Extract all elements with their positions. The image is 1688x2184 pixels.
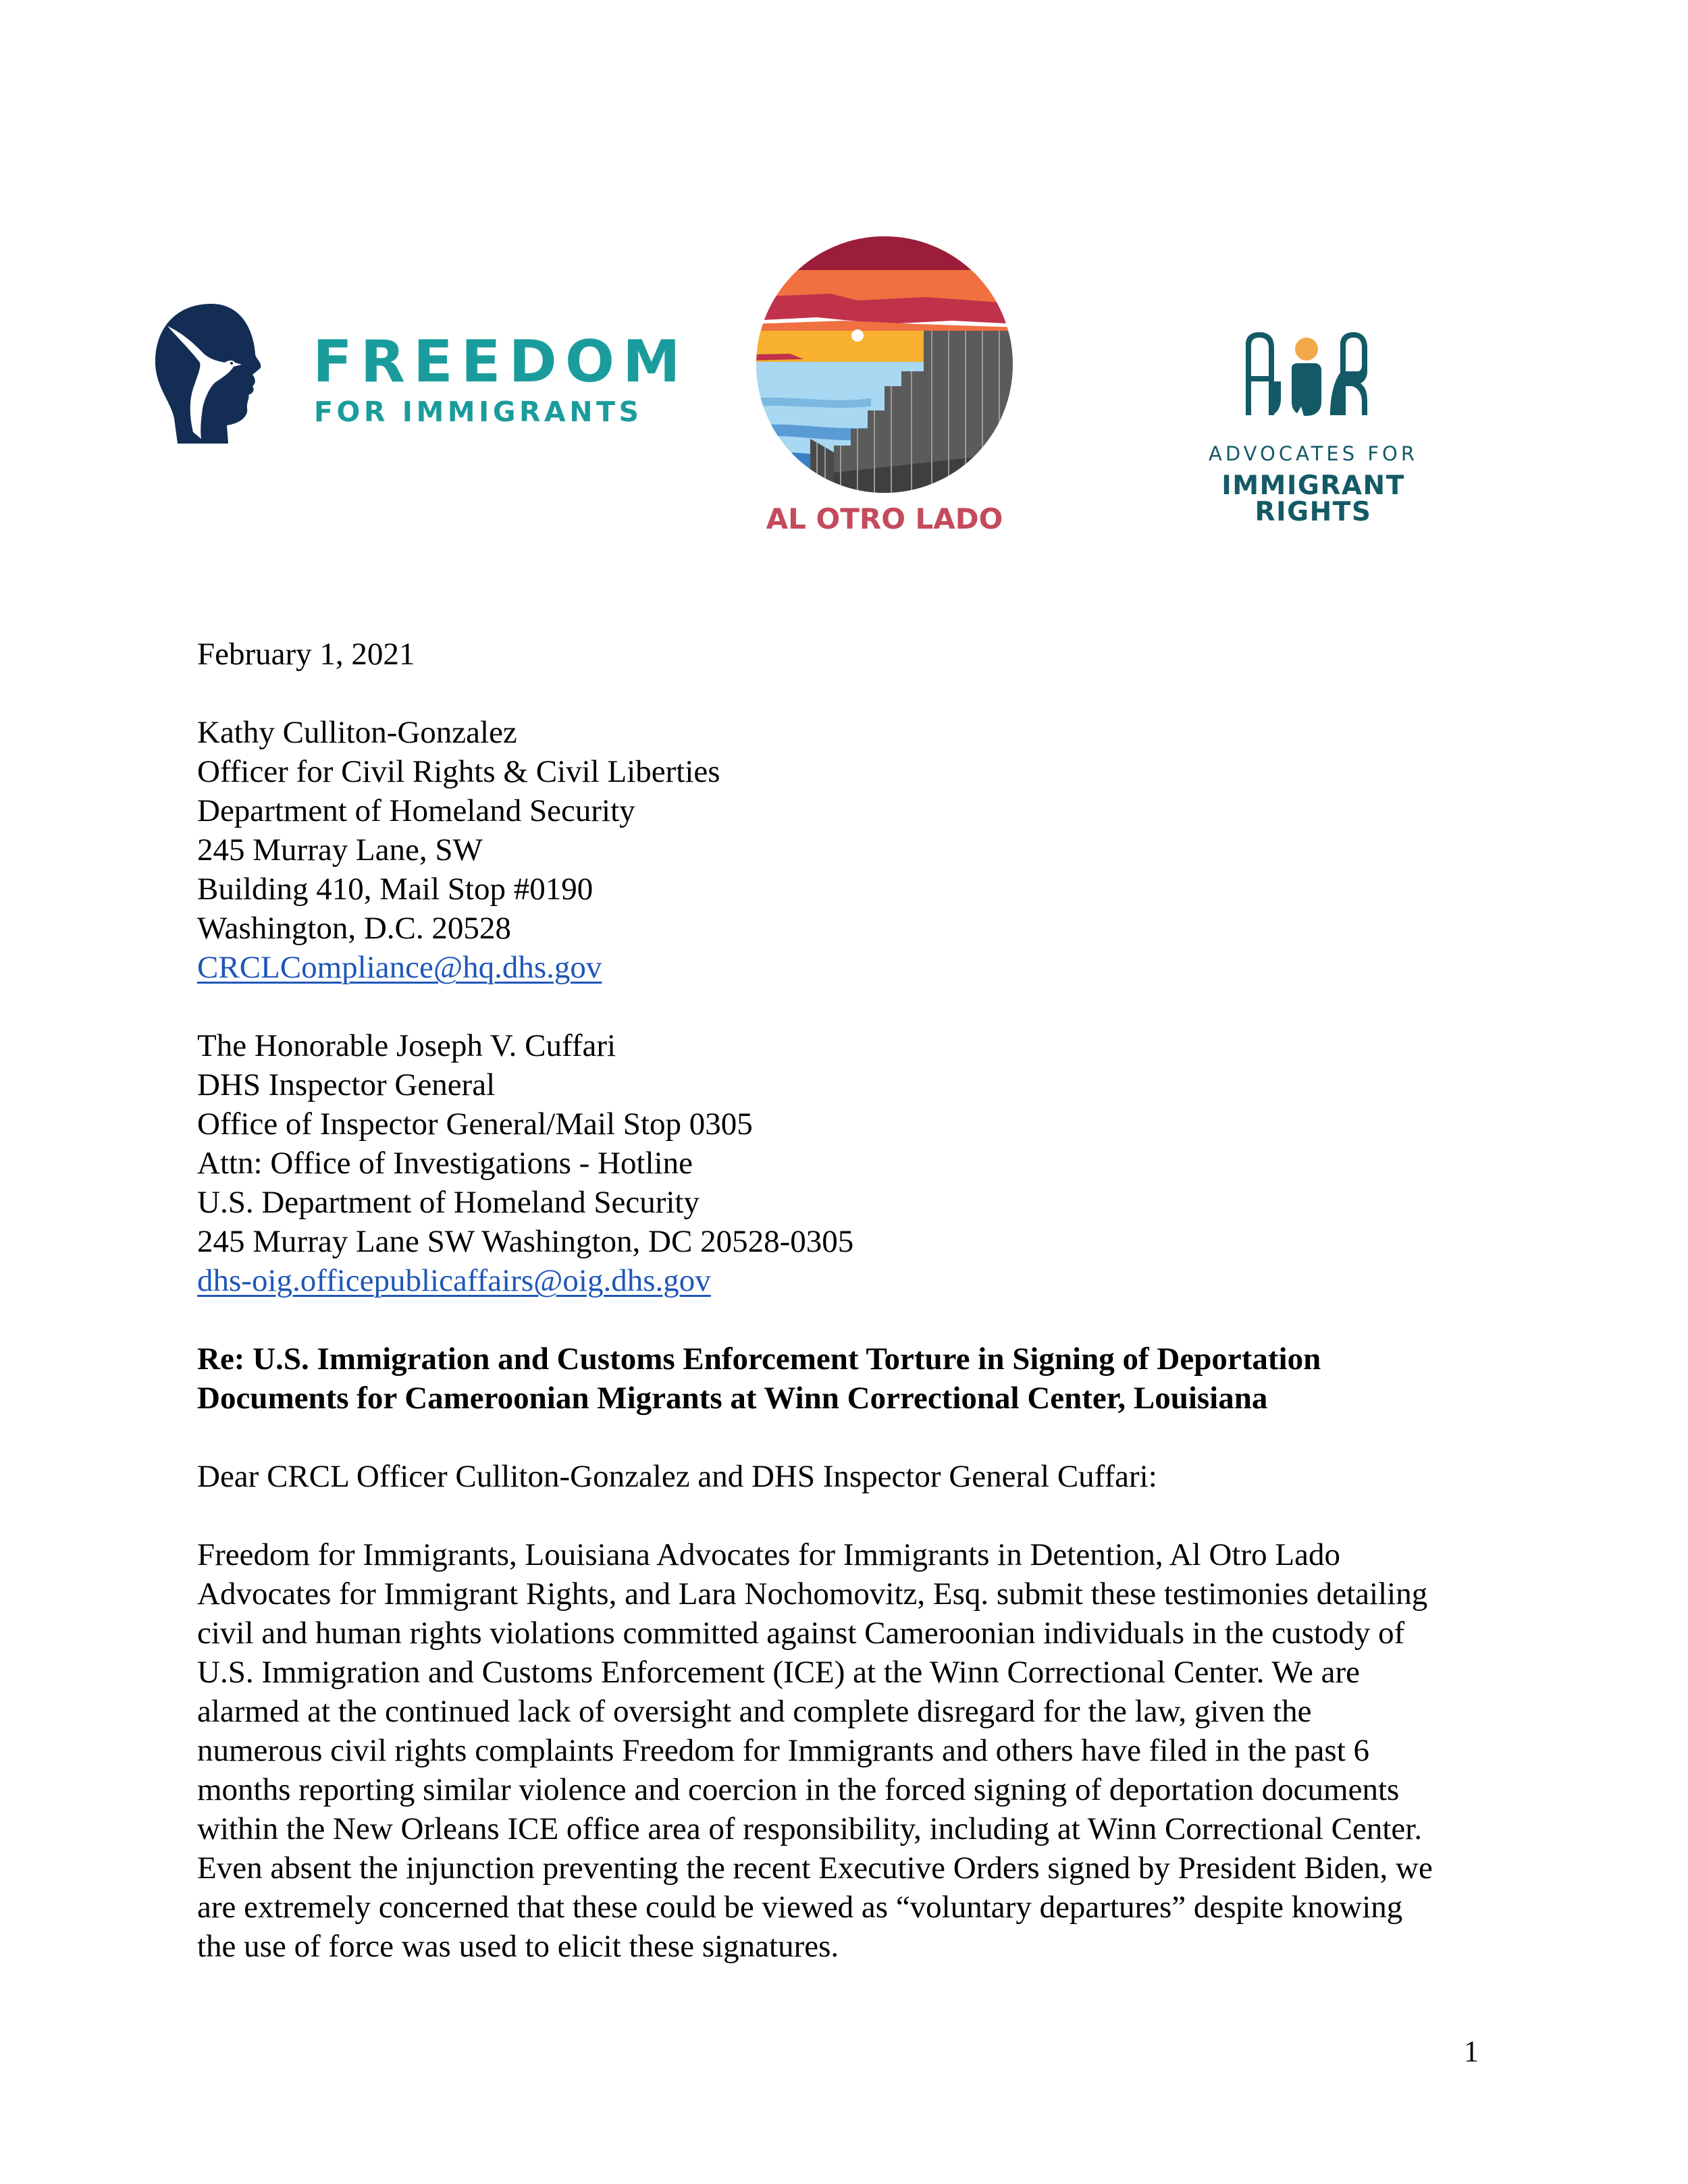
- logo-immigrant-rights-text: IMMIGRANT RIGHTS: [1221, 471, 1405, 527]
- recipient-line: Building 410, Mail Stop #0190: [197, 872, 594, 907]
- recipient-line: The Honorable Joseph V. Cuffari: [197, 1028, 616, 1063]
- recipient-line: DHS Inspector General: [197, 1067, 496, 1102]
- paragraph-line: alarmed at the continued lack of oversight and complete disregard for the law, given the: [197, 1694, 1312, 1729]
- paragraph-line: the use of force was used to elicit these signatures.: [197, 1929, 839, 1964]
- paragraph-line: Freedom for Immigrants, Louisiana Advocates for Immigrants in Detention, Al Otro Lado: [197, 1537, 1340, 1572]
- subject-text: Re: U.S. Immigration and Customs Enforcement Torture in Signing of Deportation: [197, 1341, 1321, 1377]
- paragraph-line: numerous civil rights complaints Freedom for Immigrants and others have filed in the past 6: [197, 1733, 1370, 1768]
- recipient-line: Washington, D.C. 20528: [197, 911, 511, 946]
- paragraph-line: Even absent the injunction preventing the recent Executive Orders signed by President Biden, we: [197, 1850, 1433, 1886]
- recipient-line: Officer for Civil Rights & Civil Liberties: [197, 754, 720, 789]
- page-number: 1: [1464, 2035, 1479, 2068]
- subject-line: [197, 1339, 1494, 1418]
- freedom-for-immigrants-logo: [147, 300, 689, 449]
- body-paragraph: [197, 1535, 1494, 1966]
- logo-al-otro-lado-text: AL OTRO LADO: [766, 502, 1003, 535]
- subject-text: Documents for Cameroonian Migrants at Winn Correctional Center, Louisiana: [197, 1381, 1268, 1416]
- al-otro-lado-logo: [749, 230, 1020, 540]
- paragraph-line: Advocates for Immigrant Rights, and Lara Nochomovitz, Esq. submit these testimonies detailing: [197, 1576, 1428, 1612]
- letter-date: February 1, 2021: [197, 637, 415, 672]
- paragraph-line: are extremely concerned that these could be viewed as “voluntary departures” despite knowing: [197, 1890, 1403, 1925]
- recipient-line: Department of Homeland Security: [197, 793, 635, 828]
- recipient-line: 245 Murray Lane, SW: [197, 832, 483, 868]
- sunset-border-wall-icon: [749, 230, 1020, 500]
- head-with-dove-icon: [147, 300, 275, 446]
- advocates-for-immigrant-rights-logo: [1161, 331, 1465, 527]
- recipient-block-oig: [197, 1026, 1494, 1300]
- logo-freedom-text: FREEDOM: [313, 328, 689, 396]
- paragraph-line: U.S. Immigration and Customs Enforcement (ICE) at the Winn Correctional Center. We are: [197, 1655, 1361, 1690]
- oig-email-link[interactable]: dhs-oig.officepublicaffairs@oig.dhs.gov: [197, 1263, 711, 1298]
- salutation: Dear CRCL Officer Culliton-Gonzalez and DHS Inspector General Cuffari:: [197, 1459, 1157, 1494]
- logo-advocates-for-text: ADVOCATES FOR: [1209, 442, 1418, 465]
- air-monogram-icon: [1239, 331, 1374, 419]
- recipient-line: 245 Murray Lane SW Washington, DC 20528-0305: [197, 1224, 854, 1259]
- recipient-line: Kathy Culliton-Gonzalez: [197, 715, 517, 750]
- recipient-line: Office of Inspector General/Mail Stop 0305: [197, 1107, 753, 1142]
- paragraph-line: civil and human rights violations committed against Cameroonian individuals in the custody of: [197, 1616, 1405, 1651]
- logo-for-immigrants-text: FOR IMMIGRANTS: [314, 396, 643, 428]
- recipient-block-crcl: [197, 713, 1494, 987]
- paragraph-line: within the New Orleans ICE office area of responsibility, including at Winn Correctional Center.: [197, 1811, 1423, 1846]
- crcl-email-link[interactable]: CRCLCompliance@hq.dhs.gov: [197, 950, 602, 985]
- recipient-line: U.S. Department of Homeland Security: [197, 1185, 700, 1220]
- letter-body: [197, 635, 1494, 1966]
- recipient-line: Attn: Office of Investigations - Hotline: [197, 1146, 693, 1181]
- paragraph-line: months reporting similar violence and coercion in the forced signing of deportation documents: [197, 1772, 1400, 1807]
